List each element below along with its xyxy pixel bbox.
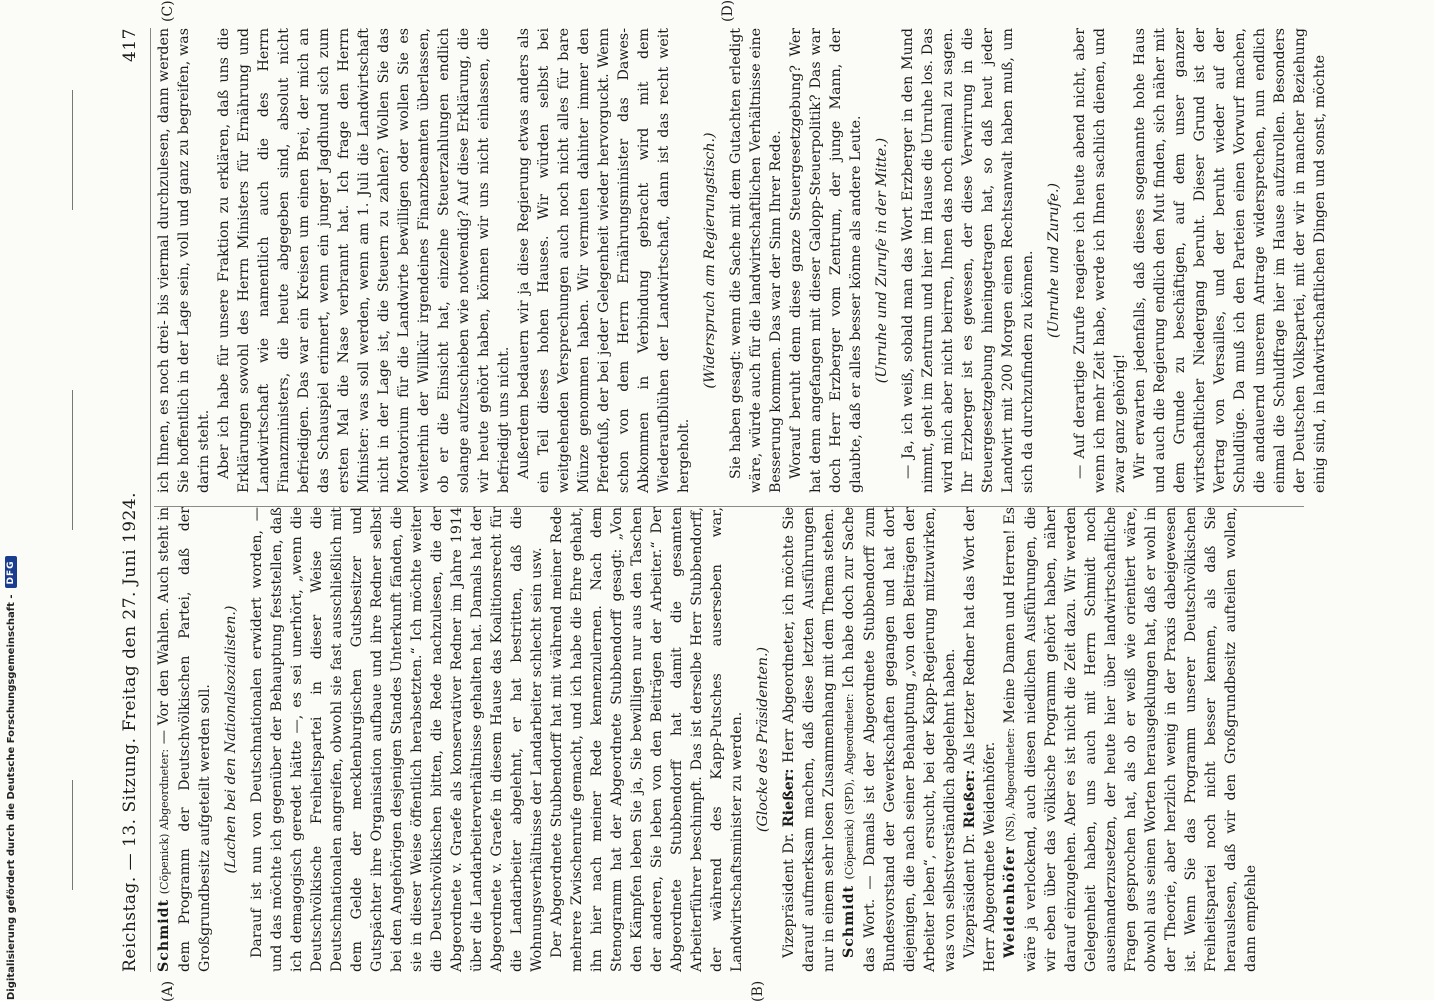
speech-paragraph: Sie haben gesagt: wenn die Sache mit dem Gutachten erledigt wäre, würde auch für die landwirtschaftlichen Verhältnisse eine Besserung kommen. Das war der Sinn Ihrer Rede.	[728, 28, 784, 493]
right-column	[154, 28, 1328, 493]
stage-direction: (Unruhe und Zurufe.)	[1046, 182, 1062, 339]
speech-paragraph: Außerdem bedauern wir ja diese Regierung etwas anders als ein Teil dieses hohen Hauses. Wir würden selbst bei weitgehenden Versprechungen auch noch nicht alles für bare Münze genommen haben. Wir vermuten dahinter immer den Pferdefuß, der bei jeder Gelegenheit wieder hervorguckt. Wenn schon von dem Herrn Ernährungsminister das Dawes-Abkommen in Verbindung gebracht wird mit dem Wiederaufblühen der Landwirtschaft, dann ist das recht weit hergeholt.	[516, 28, 692, 493]
vp-name: Rießer:	[962, 769, 978, 829]
speaker-note: (Cöpenick) Abgeordneter:	[158, 748, 171, 895]
digitization-footer	[4, 0, 18, 1000]
footer-text: Digitalisierung gefördert durch die Deutsche Forschungsgemeinschaft -	[5, 594, 17, 1000]
margin-letter: (C)	[160, 0, 176, 22]
margin-letter: (D)	[720, 0, 736, 22]
speaker-name: Schmidt	[841, 884, 857, 958]
speaker-note: (NS), Abgeordneter:	[1004, 727, 1017, 842]
speech-paragraph: Worauf beruht denn diese ganze Steuergesetzgebung? Wer hat denn angefangen mit dieser Galopp-Steuerpolitik? Das war doch Herr Erzberger vom Zentrum, der junge Mann, der glaubte, daß er alles besser könne als andere Leute.	[788, 28, 864, 493]
rotated-book-page	[120, 0, 1330, 1002]
speech-paragraph: Wir erwarten jedenfalls, daß dieses sogenannte hohe Haus und auch die Regierung endlich den Mut finden, sich näher mit dem Grunde zu beschäftigen, auf dem unser ganzer wirtschaftlicher Niedergang beruht. Dieser Grund ist der Vertrag von Versailles, und der beruht wieder auf der Schuldlüge. Da muß ich den Parteien einen Vorwurf machen, die andauernd unserem Antrage widersprechen, nun endlich einmal die Schuldfrage hier im Hause aufzurollen. Besonders der Deutschen Volkspartei, mit der wir in mancher Beziehung einig sind, in landwirtschaftlichen Dingen und sonst, möchte	[1132, 28, 1328, 493]
scan-edge-mark	[72, 780, 73, 890]
speech-paragraph	[960, 507, 1000, 972]
stage-direction: (Lachen bei den Nationalsozialisten.)	[223, 605, 239, 874]
speech-paragraph: Darauf ist nun von Deutschnationalen erwidert worden, — und das möchte ich gegenüber der Behauptung feststellen, daß ich demagogisch geredet hätte —, es sei unerhört, „wenn die Deutschvölkische Freiheitspartei in dieser Weise die Deutschnationalen angreifen, obwohl sie fast ausschließlich mit dem Gelde der mecklenburgischen Gutsbesitzer und Gutspächter ihre Organisation aufbaue und ihre Redner selbst bei den Angehörigen desjenigen Standes Unterkunft fänden, die sie in dieser Weise öffentlich herabsetzten.“ Ich möchte weiter die Deutschvölkischen bitten, die Rede nachzulesen, die der Abgeordnete v. Graefe als konservativer Redner im Jahre 1914 über die Landarbeiterverhältnisse gehalten hat. Damals hat der Abgeordnete v. Graefe in diesem Hause das Koalitionsrecht für die Landarbeiter abgelehnt, er hat bestritten, daß die Wohnungsverhältnisse der Landarbeiter schlecht sein usw.	[249, 507, 545, 972]
speech-paragraph: Aber ich habe für unsere Fraktion zu erklären, daß uns die Erklärungen sowohl des Herrn Ministers für Ernährung und Landwirtschaft wie namentlich auch die des Herrn Finanzministers, die heute abgegeben sind, absolut nicht befriedigen. Das war ein Kreisen um einen Brei, der mich an das Schauspiel erinnert, wenn ein junger Jagdhund sich zum ersten Mal die Nase verbrannt hat. Ich frage den Herrn Minister: was soll werden, wenn am 1. Juli die Landwirtschaft nicht in der Lage ist, die Steuern zu zahlen? Wollen Sie das Moratorium für die Landwirte bewilligen oder wollen Sie es weiterhin der Willkür irgendeines Finanzbeamten überlassen, ob er die Einsicht hat, einzelne Steuerzahlungen endlich solange aufzuschieben wie notwendig? Auf diese Erklärung, die wir heute gehört haben, können wir uns nicht einlassen, die befriedigt uns nicht.	[216, 28, 512, 493]
vp-prefix: Vizepräsident Dr.	[962, 833, 978, 958]
speech-paragraph: — Ja, ich weiß, sobald man das Wort Erzberger in den Mund nimmt, geht im Zentrum und hier im Hause die Unruhe los. Das wird mich aber nicht beirren, Ihnen das noch einmal zu sagen. Ihr Erzberger ist es gewesen, der diese Verwirrung in die Steuergesetzgebung hineingetragen hat, so daß heut jeder Landwirt mit 200 Morgen einen Rechtsanwalt haben muß, um sich da durchzufinden zu können.	[900, 28, 1036, 493]
stage-direction: (Glocke des Präsidenten.)	[755, 646, 771, 833]
speech-paragraph	[154, 507, 215, 972]
margin-letter: (A)	[160, 980, 176, 1002]
paragraph-text: Herr Abgeordneter, ich möchte Sie darauf aufmerksam machen, daß diese letzten Ausführungen nur in einem sehr losen Zusammenhang mit dem Thema stehen.	[781, 507, 837, 972]
paragraph-text: Meine Damen und Herren! Es wäre ja verlockend, auch diesen niedlichen Ausführungen, die wir eben über das völkische Programm gehört haben, näher darauf einzugehen. Aber es ist nicht die Zeit dazu. Wir werden Gelegenheit haben, uns auch mit Herrn Schmidt noch auseinanderzusetzen, der heute hier über landwirtschaftliche Fragen gesprochen hat, als ob er weiß wie orientiert wäre, obwohl aus seinen Worten herausgeklungen hat, daß er wohl in der Theorie, aber herzlich wenig in der Praxis dabeigewesen ist. Wenn Sie das Programm unserer Deutschvölkischen Freiheitspartei noch nicht besser kennen, als daß Sie herauslesen, daß wir den Großgrundbesitz aufteilen wollen, dann empfehle	[1002, 507, 1259, 972]
stage-direction: (Widerspruch am Regierungstisch.)	[702, 132, 718, 389]
speech-paragraph: ich Ihnen, es noch drei- bis viermal durchzulesen, dann werden Sie hoffentlich in der Lage sein, voll und ganz zu begreifen, was darin steht.	[156, 28, 212, 493]
speaker-name: Weidenhöfer	[1002, 846, 1018, 958]
page-header	[120, 28, 151, 972]
margin-letter: (B)	[750, 980, 766, 1002]
speech-paragraph	[779, 507, 839, 972]
left-column	[154, 507, 1324, 972]
speech-paragraph	[1000, 507, 1261, 972]
speech-paragraph	[839, 507, 960, 972]
paragraph-text: Als letzter Redner hat das Wort der Herr Abgeordnete Weidenhöfer.	[962, 507, 998, 972]
vp-prefix: Vizepräsident Dr.	[781, 832, 797, 958]
speech-paragraph: Der Abgeordnete Stubbendorff hat mit während meiner Rede mehrere Zwischenrufe gemacht, und ich habe die Ehre gehabt, ihn hier nach meiner Rede kennenzulernen. Nach dem Stenogramm hat der Abgeordnete Stubbendorff gesagt: „Von den Kämpfen leben Sie ja, Sie bewilligen nur aus den Taschen der anderen, Sie leben von den Beiträgen der Arbeiter.“ Der Abgeordnete Stubbendorff hat damit die gesamten Arbeiterführer beschimpft. Das ist derselbe Herr Stubbendorff, der während des Kapp-Putsches auserseben war, Landwirtschaftsminister zu werden.	[549, 507, 745, 972]
speaker-note: (Cöpenick) (SPD), Abgeordneter:	[843, 693, 856, 880]
vp-name: Rießer:	[781, 768, 797, 828]
stage-direction: (Unruhe und Zurufe in der Mitte.)	[874, 137, 890, 384]
speaker-name: Schmidt	[156, 898, 172, 972]
scan-edge-mark	[72, 90, 73, 210]
paragraph-text: — Vor den Wahlen. Auch steht in dem Programm der Deutschvölkischen Partei, daß der Großgrundbesitz aufgeteilt werden soll.	[156, 507, 213, 972]
running-header: Reichstag. — 13. Sitzung. Freitag den 27. Juni 1924.	[120, 491, 140, 972]
dfg-logo: DFG	[5, 556, 17, 588]
text-columns	[154, 28, 1328, 972]
scan-edge-mark	[72, 390, 73, 530]
speech-paragraph: — Auf derartige Zurufe reagiere ich heute abend nicht, aber wenn ich mehr Zeit habe, werde ich Ihnen sachlich dienen, und zwar ganz gehörig!	[1072, 28, 1128, 493]
page-number: 417	[120, 28, 140, 62]
paragraph-text: Ich habe doch zur Sache das Wort. — Damals ist der Abgeordnete Stubbendorff zum Bundesvorstand der Gewerkschaften gegangen und hat dort diejenigen, die nach seiner Behauptung „von den Beiträgen der Arbeiter leben“, ersucht, bei der Kapp-Regierung mitzuwirken, was von selbstverständlich abgelehnt haben.	[841, 506, 958, 972]
